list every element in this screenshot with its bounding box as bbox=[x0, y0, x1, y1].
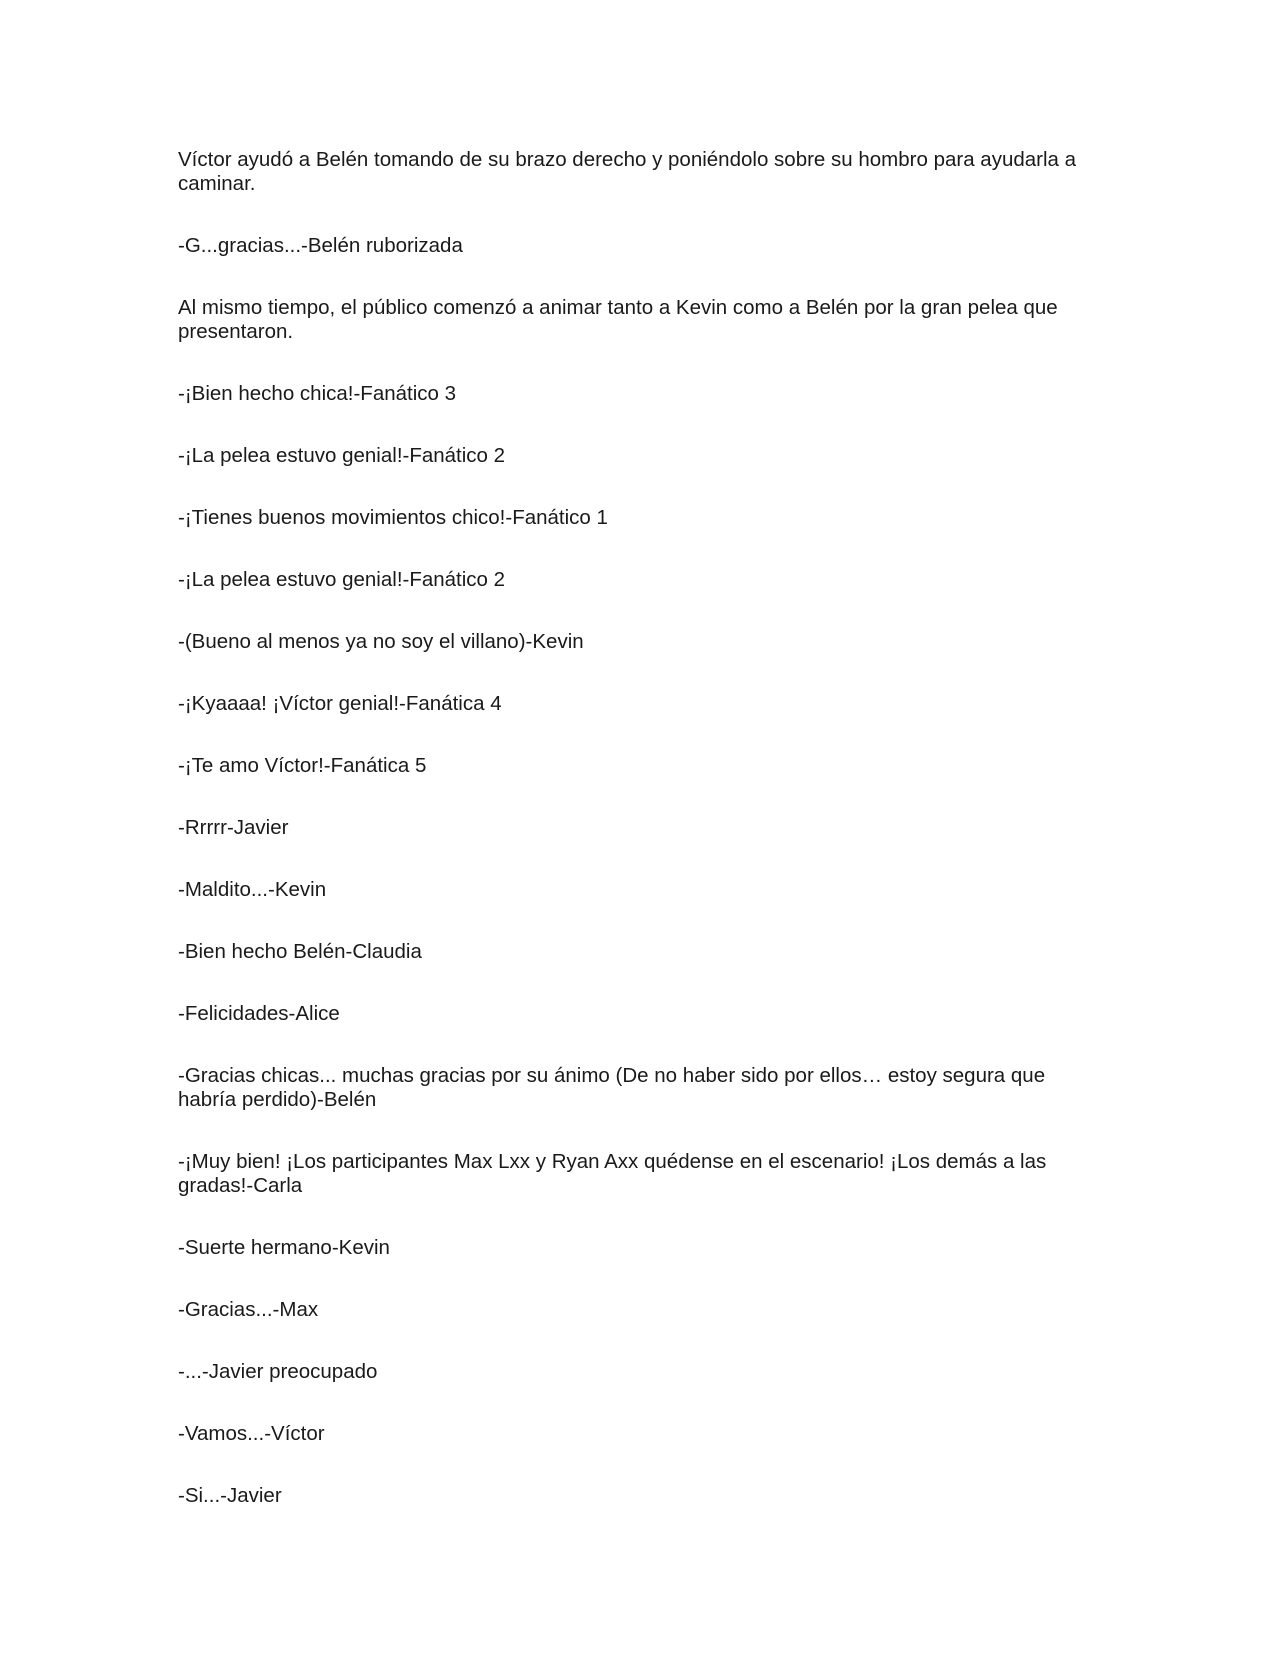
paragraph: -G...gracias...-Belén ruborizada bbox=[178, 234, 463, 257]
paragraph: -Rrrrr-Javier bbox=[178, 816, 289, 839]
paragraph: -Suerte hermano-Kevin bbox=[178, 1236, 390, 1259]
paragraph: -¡Kyaaaa! ¡Víctor genial!-Fanática 4 bbox=[178, 692, 502, 715]
paragraph: -Bien hecho Belén-Claudia bbox=[178, 940, 422, 963]
paragraph: -¡Muy bien! ¡Los participantes Max Lxx y Ryan Axx quédense en el escenario! ¡Los demás a las gradas!-Carla bbox=[178, 1150, 1047, 1197]
paragraph: -Felicidades-Alice bbox=[178, 1002, 340, 1025]
paragraph: Víctor ayudó a Belén tomando de su brazo derecho y poniéndolo sobre su hombro para ayudarla a caminar. bbox=[178, 148, 1077, 195]
paragraph: -Si...-Javier bbox=[178, 1484, 282, 1507]
paragraph: -Gracias...-Max bbox=[178, 1298, 319, 1321]
paragraph: -Gracias chicas... muchas gracias por su ánimo (De no haber sido por ellos… estoy segura que habría perdido)-Belén bbox=[178, 1064, 1046, 1111]
paragraph: -¡Te amo Víctor!-Fanática 5 bbox=[178, 754, 427, 777]
paragraph: -¡La pelea estuvo genial!-Fanático 2 bbox=[178, 444, 506, 467]
paragraph: -¡Bien hecho chica!-Fanático 3 bbox=[178, 382, 457, 405]
paragraph: Al mismo tiempo, el público comenzó a animar tanto a Kevin como a Belén por la gran pelea que presentaron. bbox=[178, 296, 1058, 343]
paragraph: -¡La pelea estuvo genial!-Fanático 2 bbox=[178, 568, 506, 591]
paragraph: -¡Tienes buenos movimientos chico!-Fanático 1 bbox=[178, 506, 608, 529]
paragraph: -Maldito...-Kevin bbox=[178, 878, 327, 901]
paragraph: -...-Javier preocupado bbox=[178, 1360, 378, 1383]
paragraph: -(Bueno al menos ya no soy el villano)-Kevin bbox=[178, 630, 584, 653]
document-body bbox=[178, 148, 1108, 1546]
paragraph: -Vamos...-Víctor bbox=[178, 1422, 325, 1445]
